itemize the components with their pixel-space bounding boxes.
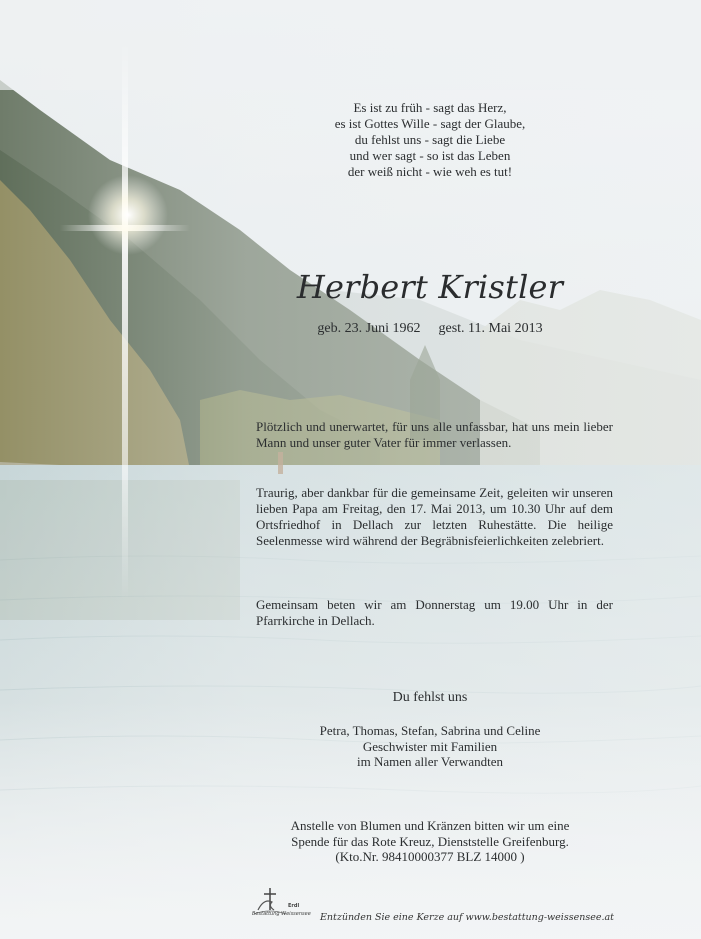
closing-line: Du fehlst uns	[392, 690, 468, 705]
cross-wave-logo-icon	[250, 884, 314, 924]
life-dates	[230, 321, 630, 337]
candle-link-text[interactable]: Entzünden Sie eine Kerze auf www.bestattung-weissensee.at	[320, 912, 614, 923]
family-line: Petra, Thomas, Stefan, Sabrina und Celine	[319, 723, 541, 738]
poem-line: und wer sagt - so ist das Leben	[349, 148, 511, 163]
donation-note	[230, 818, 630, 865]
footer	[250, 884, 620, 924]
family-list	[230, 723, 630, 770]
donation-line: Spende für das Rote Kreuz, Dienststelle Greifenburg.	[291, 833, 569, 849]
poem-line: der weiß nicht - wie weh es tut!	[347, 164, 513, 179]
logo-brand: Erdl	[288, 903, 300, 909]
family-line: Geschwister mit Familien	[362, 738, 498, 754]
deceased-name: Herbert Kristler	[296, 268, 564, 306]
poem-line: du fehlst uns - sagt die Liebe	[354, 132, 506, 147]
funeral-details-paragraph: Traurig, aber dankbar für die gemeinsame Zeit, geleiten wir unseren lieben Papa am Freitag, den 17. Mai 2013, um 10.30 Uhr auf dem Ortsfriedhof in Dellach zur letzten Ruhestätte. Die heilige Seelenmesse wird während der Begräbnisfeierlichkeiten zelebriert.	[256, 485, 613, 548]
poem-line: es ist Gottes Wille - sagt der Glaube,	[334, 116, 526, 131]
prayer-paragraph: Gemeinsam beten wir am Donnerstag um 19.00 Uhr in der Pfarrkirche in Dellach.	[256, 597, 613, 628]
death-date: gest. 11. Mai 2013	[438, 321, 543, 336]
donation-line: (Kto.Nr. 98410000377 BLZ 14000 )	[335, 849, 525, 864]
announcement-paragraph: Plötzlich und unerwartet, für uns alle unfassbar, hat uns mein lieber Mann und unser guter Vater für immer verlassen.	[256, 419, 613, 450]
donation-line: Anstelle von Blumen und Kränzen bitten wir um eine	[290, 818, 570, 833]
logo-text: Bestattung Weissensee	[252, 911, 311, 917]
family-line: im Namen aller Verwandten	[357, 754, 503, 769]
poem	[230, 100, 630, 180]
funeral-home-logo	[250, 884, 314, 924]
poem-line: Es ist zu früh - sagt das Herz,	[353, 100, 507, 115]
birth-date: geb. 23. Juni 1962	[317, 321, 421, 336]
